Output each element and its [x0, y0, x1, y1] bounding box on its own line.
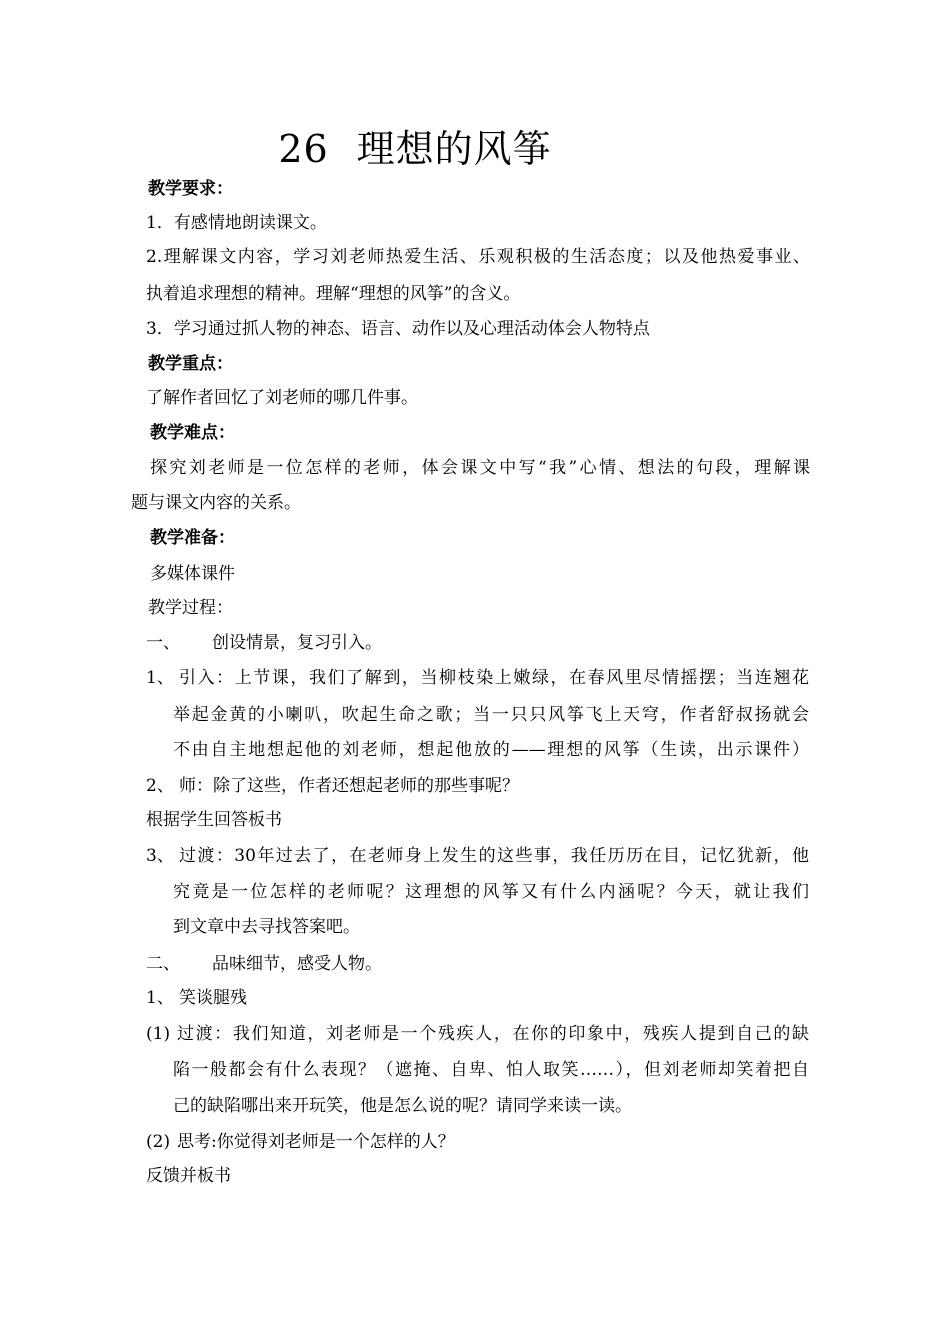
- subitem-1-title: 笑谈腿残: [179, 988, 247, 1008]
- difficulties-line-1: 探究刘老师是一位怎样的老师，体会课文中写“我”心情、想法的句段，理解课: [150, 458, 810, 478]
- point-1-marker: (1): [146, 1024, 171, 1044]
- item-1-marker: 1、: [146, 668, 174, 688]
- subitem-1-marker: 1、: [146, 988, 174, 1008]
- point-2-text: 思考:你觉得刘老师是一个怎样的人？: [177, 1132, 455, 1152]
- section-1-marker: 一、: [146, 633, 180, 653]
- heading-requirements: 教学要求：: [148, 179, 233, 199]
- difficulties-line-2: 题与课文内容的关系。: [131, 493, 301, 513]
- section-2-title: 品味细节，感受人物。: [212, 954, 382, 974]
- section-2: [146, 952, 382, 976]
- requirement-2-line-1: 2.理解课文内容，学习刘老师热爱生活、乐观积极的生活态度；以及他热爱事业、: [146, 247, 810, 267]
- item-1-line-1: 引入：上节课，我们了解到，当柳枝染上嫩绿，在春风里尽情摇摆；当连翘花: [179, 668, 809, 688]
- item-3-line-1: 过渡：30年过去了，在老师身上发生的这些事，我任历历在目，记忆犹新，他: [179, 846, 809, 866]
- subitem-1: [146, 986, 247, 1010]
- section-1: [146, 631, 382, 655]
- board-note-1: 根据学生回答板书: [146, 810, 282, 830]
- lesson-title: 理想的风筝: [356, 127, 552, 171]
- point-1-line-1: 过渡：我们知道，刘老师是一个残疾人，在你的印象中，残疾人提到自己的缺: [177, 1024, 809, 1044]
- item-3-line-3: 到文章中去寻找答案吧。: [173, 917, 360, 937]
- section-1-title: 创设情景，复习引入。: [212, 633, 382, 653]
- key-points-text: 了解作者回忆了刘老师的哪几件事。: [146, 388, 418, 408]
- heading-key-points: 教学重点：: [148, 354, 233, 374]
- item-1-line-2: 举起金黄的小喇叭，吹起生命之歌；当一只只风筝飞上天穹，作者舒叔扬就会: [173, 705, 809, 725]
- point-1-line-3: 己的缺陷哪出来开玩笑，他是怎么说的呢？请同学来读一读。: [173, 1096, 632, 1116]
- item-3-line-2: 究竟是一位怎样的老师呢？这理想的风筝又有什么内涵呢？今天，就让我们: [173, 882, 809, 902]
- item-2-marker: 2、: [146, 776, 174, 796]
- page-title: [0, 122, 830, 176]
- item-2-text: 师：除了这些，作者还想起老师的那些事呢？: [179, 776, 519, 796]
- heading-preparation: 教学准备：: [150, 528, 235, 548]
- requirement-1: 1．有感情地朗读课文。: [146, 213, 327, 233]
- item-2: [146, 774, 519, 798]
- lesson-number: 26: [278, 127, 329, 171]
- point-2-marker: (2): [146, 1132, 171, 1152]
- requirement-2-line-2: 执着追求理想的精神。理解“理想的风筝”的含义。: [146, 284, 521, 304]
- section-2-marker: 二、: [146, 954, 180, 974]
- process-heading: 教学过程：: [148, 598, 233, 618]
- item-1-line-3: 不由自主地想起他的刘老师，想起他放的——理想的风筝（生读，出示课件）: [173, 740, 809, 760]
- preparation-text: 多媒体课件: [150, 564, 235, 584]
- item-3-marker: 3、: [146, 846, 174, 866]
- point-1-line-2: 陷一般都会有什么表现？（遮掩、自卑、怕人取笑……），但刘老师却笑着把自: [173, 1060, 809, 1080]
- requirement-3: 3．学习通过抓人物的神态、语言、动作以及心理活动体会人物特点: [146, 319, 650, 339]
- board-note-2: 反馈并板书: [146, 1166, 231, 1186]
- heading-difficulties: 教学难点：: [150, 423, 235, 443]
- point-2: [146, 1130, 455, 1154]
